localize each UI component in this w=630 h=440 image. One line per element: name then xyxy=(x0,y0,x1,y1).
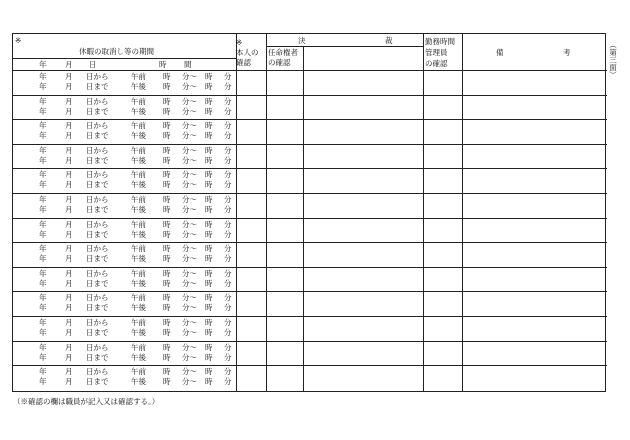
row-year: 年 xyxy=(39,121,47,131)
row-month: 月 xyxy=(65,145,73,155)
row-day-to: 日まで xyxy=(86,254,109,264)
row-minute-range: 分〜 xyxy=(182,229,197,239)
row-day-to: 日まで xyxy=(86,377,109,387)
row-day-from: 日から xyxy=(86,219,109,229)
row-year: 年 xyxy=(39,145,47,155)
row-minute: 分 xyxy=(224,121,232,131)
row-minute-range: 分〜 xyxy=(182,106,197,116)
row-hour: 時 xyxy=(163,268,171,278)
row-minute: 分 xyxy=(224,342,232,352)
row-minute: 分 xyxy=(224,268,232,278)
row-year: 年 xyxy=(39,180,47,190)
row-day-to: 日まで xyxy=(86,205,109,214)
row-year: 年 xyxy=(39,72,47,81)
row-minute-range: 分〜 xyxy=(182,82,197,91)
row-month: 月 xyxy=(65,318,73,327)
row-minute: 分 xyxy=(224,205,232,214)
row-hour: 時 xyxy=(163,377,171,387)
row-year: 年 xyxy=(39,131,47,141)
row-minute: 分 xyxy=(224,180,232,190)
row-hour: 時 xyxy=(163,229,171,239)
row-year: 年 xyxy=(39,342,47,352)
col-day: 日 xyxy=(89,60,97,69)
row-hour: 時 xyxy=(163,155,171,165)
row-hour-to: 時 xyxy=(205,96,213,106)
decision-label-b: 裁 xyxy=(385,36,393,45)
row-hour: 時 xyxy=(163,318,171,327)
row-hour-to: 時 xyxy=(205,205,213,214)
mark-left: ※ xyxy=(15,36,22,45)
row-hour-to: 時 xyxy=(205,318,213,327)
col-divider-period xyxy=(236,34,237,391)
row-minute: 分 xyxy=(224,72,232,81)
row-pm: 午後 xyxy=(131,229,146,239)
attendance-line2: 管理員 xyxy=(425,48,448,57)
header-line-subheader xyxy=(13,58,236,59)
row-day-from: 日から xyxy=(86,367,109,377)
col-divider-self xyxy=(266,34,267,391)
row-minute: 分 xyxy=(224,219,232,229)
row-divider xyxy=(13,168,607,169)
row-minute-range: 分〜 xyxy=(182,121,197,131)
col-time-b: 間 xyxy=(184,60,192,69)
row-minute-range: 分〜 xyxy=(182,293,197,303)
row-month: 月 xyxy=(65,293,73,303)
row-year: 年 xyxy=(39,244,47,254)
row-pm: 午後 xyxy=(131,106,146,116)
row-month: 月 xyxy=(65,180,73,190)
row-day-from: 日から xyxy=(86,268,109,278)
row-hour: 時 xyxy=(163,82,171,91)
row-year: 年 xyxy=(39,170,47,180)
row-year: 年 xyxy=(39,352,47,362)
row-pm: 午後 xyxy=(131,328,146,337)
row-minute: 分 xyxy=(224,377,232,387)
row-pm: 午後 xyxy=(131,155,146,165)
row-day-from: 日から xyxy=(86,244,109,254)
row-hour: 時 xyxy=(163,205,171,214)
row-pm: 午後 xyxy=(131,278,146,288)
row-month: 月 xyxy=(65,195,73,204)
row-hour-to: 時 xyxy=(205,377,213,387)
row-pm: 午後 xyxy=(131,180,146,190)
row-divider xyxy=(13,193,607,194)
attendance-line3: の確認 xyxy=(425,59,448,68)
row-year: 年 xyxy=(39,96,47,106)
row-am: 午前 xyxy=(131,342,146,352)
row-hour-to: 時 xyxy=(205,145,213,155)
row-hour-to: 時 xyxy=(205,229,213,239)
row-minute-range: 分〜 xyxy=(182,268,197,278)
col-year: 年 xyxy=(39,60,47,69)
row-hour-to: 時 xyxy=(205,121,213,131)
row-am: 午前 xyxy=(131,72,146,81)
row-hour-to: 時 xyxy=(205,131,213,141)
row-month: 月 xyxy=(65,219,73,229)
row-year: 年 xyxy=(39,367,47,377)
row-hour-to: 時 xyxy=(205,328,213,337)
row-day-from: 日から xyxy=(86,72,109,81)
row-hour-to: 時 xyxy=(205,180,213,190)
self-confirm-line1: 本人の xyxy=(236,48,259,57)
row-pm: 午後 xyxy=(131,131,146,141)
row-hour-to: 時 xyxy=(205,352,213,362)
row-minute-range: 分〜 xyxy=(182,96,197,106)
row-hour: 時 xyxy=(163,145,171,155)
col-divider-attendance xyxy=(462,34,463,391)
mark-self: ※ xyxy=(236,38,243,47)
row-divider xyxy=(13,242,607,243)
row-year: 年 xyxy=(39,303,47,313)
row-am: 午前 xyxy=(131,145,146,155)
col-divider-decision xyxy=(423,34,424,391)
col-month: 月 xyxy=(65,60,73,69)
row-day-from: 日から xyxy=(86,145,109,155)
row-month: 月 xyxy=(65,352,73,362)
row-minute-range: 分〜 xyxy=(182,278,197,288)
row-minute: 分 xyxy=(224,155,232,165)
row-pm: 午後 xyxy=(131,254,146,264)
page-side-label: （第三面） xyxy=(608,41,618,79)
remarks-label-a: 備 xyxy=(496,48,504,57)
row-hour-to: 時 xyxy=(205,254,213,264)
row-month: 月 xyxy=(65,303,73,313)
row-divider xyxy=(13,218,607,219)
row-hour-to: 時 xyxy=(205,195,213,204)
attendance-line1: 勤務時間 xyxy=(425,37,455,46)
period-title: 休暇の取消し等の期間 xyxy=(79,47,154,56)
row-hour-to: 時 xyxy=(205,106,213,116)
row-pm: 午後 xyxy=(131,377,146,387)
row-year: 年 xyxy=(39,328,47,337)
row-day-to: 日まで xyxy=(86,328,109,337)
row-divider xyxy=(13,95,607,96)
row-month: 月 xyxy=(65,72,73,81)
col-time-a: 時 xyxy=(159,60,167,69)
row-day-to: 日まで xyxy=(86,278,109,288)
header-line-decision xyxy=(266,46,423,47)
row-hour: 時 xyxy=(163,170,171,180)
row-hour: 時 xyxy=(163,180,171,190)
row-hour-to: 時 xyxy=(205,278,213,288)
row-hour: 時 xyxy=(163,244,171,254)
appointer-line1: 任命権者 xyxy=(268,48,298,57)
row-am: 午前 xyxy=(131,219,146,229)
row-minute-range: 分〜 xyxy=(182,367,197,377)
row-minute-range: 分〜 xyxy=(182,170,197,180)
row-day-to: 日まで xyxy=(86,229,109,239)
row-divider xyxy=(13,316,607,317)
row-minute-range: 分〜 xyxy=(182,219,197,229)
row-year: 年 xyxy=(39,205,47,214)
row-hour: 時 xyxy=(163,121,171,131)
row-month: 月 xyxy=(65,328,73,337)
footnote: （※確認の欄は職員が記入又は確認する。） xyxy=(13,397,160,406)
row-year: 年 xyxy=(39,293,47,303)
row-month: 月 xyxy=(65,205,73,214)
row-hour: 時 xyxy=(163,106,171,116)
row-minute-range: 分〜 xyxy=(182,352,197,362)
row-minute-range: 分〜 xyxy=(182,244,197,254)
row-minute: 分 xyxy=(224,145,232,155)
row-minute-range: 分〜 xyxy=(182,195,197,204)
row-minute-range: 分〜 xyxy=(182,377,197,387)
row-minute: 分 xyxy=(224,352,232,362)
leave-cancellation-form xyxy=(12,33,606,392)
row-hour-to: 時 xyxy=(205,244,213,254)
row-minute: 分 xyxy=(224,106,232,116)
row-minute: 分 xyxy=(224,367,232,377)
row-minute-range: 分〜 xyxy=(182,180,197,190)
row-month: 月 xyxy=(65,229,73,239)
remarks-label-b: 考 xyxy=(563,48,571,57)
row-day-from: 日から xyxy=(86,96,109,106)
row-year: 年 xyxy=(39,155,47,165)
row-minute: 分 xyxy=(224,96,232,106)
row-hour-to: 時 xyxy=(205,293,213,303)
row-minute-range: 分〜 xyxy=(182,131,197,141)
row-minute-range: 分〜 xyxy=(182,303,197,313)
row-am: 午前 xyxy=(131,170,146,180)
row-year: 年 xyxy=(39,229,47,239)
row-day-to: 日まで xyxy=(86,82,109,91)
row-hour-to: 時 xyxy=(205,367,213,377)
row-month: 月 xyxy=(65,131,73,141)
row-month: 月 xyxy=(65,367,73,377)
row-minute-range: 分〜 xyxy=(182,254,197,264)
row-divider xyxy=(13,119,607,120)
row-minute-range: 分〜 xyxy=(182,328,197,337)
row-am: 午前 xyxy=(131,244,146,254)
row-pm: 午後 xyxy=(131,82,146,91)
row-month: 月 xyxy=(65,377,73,387)
row-pm: 午後 xyxy=(131,205,146,214)
row-day-to: 日まで xyxy=(86,352,109,362)
row-am: 午前 xyxy=(131,318,146,327)
row-day-to: 日まで xyxy=(86,180,109,190)
row-month: 月 xyxy=(65,155,73,165)
row-hour-to: 時 xyxy=(205,72,213,81)
row-divider xyxy=(13,365,607,366)
row-minute: 分 xyxy=(224,328,232,337)
row-hour-to: 時 xyxy=(205,303,213,313)
row-hour-to: 時 xyxy=(205,342,213,352)
row-hour: 時 xyxy=(163,303,171,313)
row-divider xyxy=(13,341,607,342)
row-year: 年 xyxy=(39,278,47,288)
row-minute: 分 xyxy=(224,229,232,239)
row-hour: 時 xyxy=(163,328,171,337)
row-am: 午前 xyxy=(131,293,146,303)
row-minute-range: 分〜 xyxy=(182,342,197,352)
row-minute: 分 xyxy=(224,318,232,327)
row-minute: 分 xyxy=(224,254,232,264)
self-confirm-line2: 確認 xyxy=(236,58,251,67)
row-hour: 時 xyxy=(163,96,171,106)
row-minute: 分 xyxy=(224,278,232,288)
row-minute: 分 xyxy=(224,293,232,303)
row-hour-to: 時 xyxy=(205,82,213,91)
appointer-line2: の確認 xyxy=(268,58,291,67)
row-minute-range: 分〜 xyxy=(182,318,197,327)
row-month: 月 xyxy=(65,82,73,91)
row-month: 月 xyxy=(65,254,73,264)
row-month: 月 xyxy=(65,96,73,106)
row-month: 月 xyxy=(65,106,73,116)
row-hour-to: 時 xyxy=(205,268,213,278)
row-hour: 時 xyxy=(163,195,171,204)
row-divider xyxy=(13,267,607,268)
header-line-bottom xyxy=(13,70,607,71)
row-month: 月 xyxy=(65,342,73,352)
row-minute: 分 xyxy=(224,303,232,313)
row-minute: 分 xyxy=(224,195,232,204)
row-hour-to: 時 xyxy=(205,219,213,229)
row-month: 月 xyxy=(65,121,73,131)
row-minute: 分 xyxy=(224,170,232,180)
row-day-from: 日から xyxy=(86,121,109,131)
row-month: 月 xyxy=(65,278,73,288)
row-day-to: 日まで xyxy=(86,131,109,141)
row-minute: 分 xyxy=(224,244,232,254)
row-hour: 時 xyxy=(163,342,171,352)
row-divider xyxy=(13,144,607,145)
row-hour-to: 時 xyxy=(205,170,213,180)
row-hour: 時 xyxy=(163,254,171,264)
row-am: 午前 xyxy=(131,367,146,377)
row-pm: 午後 xyxy=(131,352,146,362)
row-minute-range: 分〜 xyxy=(182,155,197,165)
row-year: 年 xyxy=(39,268,47,278)
row-hour: 時 xyxy=(163,72,171,81)
row-year: 年 xyxy=(39,377,47,387)
row-month: 月 xyxy=(65,170,73,180)
row-am: 午前 xyxy=(131,96,146,106)
row-am: 午前 xyxy=(131,268,146,278)
row-minute-range: 分〜 xyxy=(182,145,197,155)
row-month: 月 xyxy=(65,244,73,254)
row-divider xyxy=(13,291,607,292)
row-pm: 午後 xyxy=(131,303,146,313)
row-year: 年 xyxy=(39,195,47,204)
row-day-from: 日から xyxy=(86,318,109,327)
row-year: 年 xyxy=(39,318,47,327)
row-hour-to: 時 xyxy=(205,155,213,165)
row-minute-range: 分〜 xyxy=(182,72,197,81)
row-day-from: 日から xyxy=(86,342,109,352)
row-year: 年 xyxy=(39,82,47,91)
row-year: 年 xyxy=(39,219,47,229)
row-hour: 時 xyxy=(163,293,171,303)
row-hour: 時 xyxy=(163,219,171,229)
row-day-to: 日まで xyxy=(86,303,109,313)
row-year: 年 xyxy=(39,254,47,264)
row-am: 午前 xyxy=(131,121,146,131)
row-hour: 時 xyxy=(163,352,171,362)
row-day-to: 日まで xyxy=(86,155,109,165)
row-am: 午前 xyxy=(131,195,146,204)
row-hour: 時 xyxy=(163,278,171,288)
row-minute-range: 分〜 xyxy=(182,205,197,214)
row-hour: 時 xyxy=(163,131,171,141)
row-day-from: 日から xyxy=(86,293,109,303)
row-minute: 分 xyxy=(224,82,232,91)
row-minute: 分 xyxy=(224,131,232,141)
row-day-to: 日まで xyxy=(86,106,109,116)
row-day-from: 日から xyxy=(86,195,109,204)
row-year: 年 xyxy=(39,106,47,116)
row-month: 月 xyxy=(65,268,73,278)
row-hour: 時 xyxy=(163,367,171,377)
decision-label-a: 決 xyxy=(298,36,306,45)
row-day-from: 日から xyxy=(86,170,109,180)
